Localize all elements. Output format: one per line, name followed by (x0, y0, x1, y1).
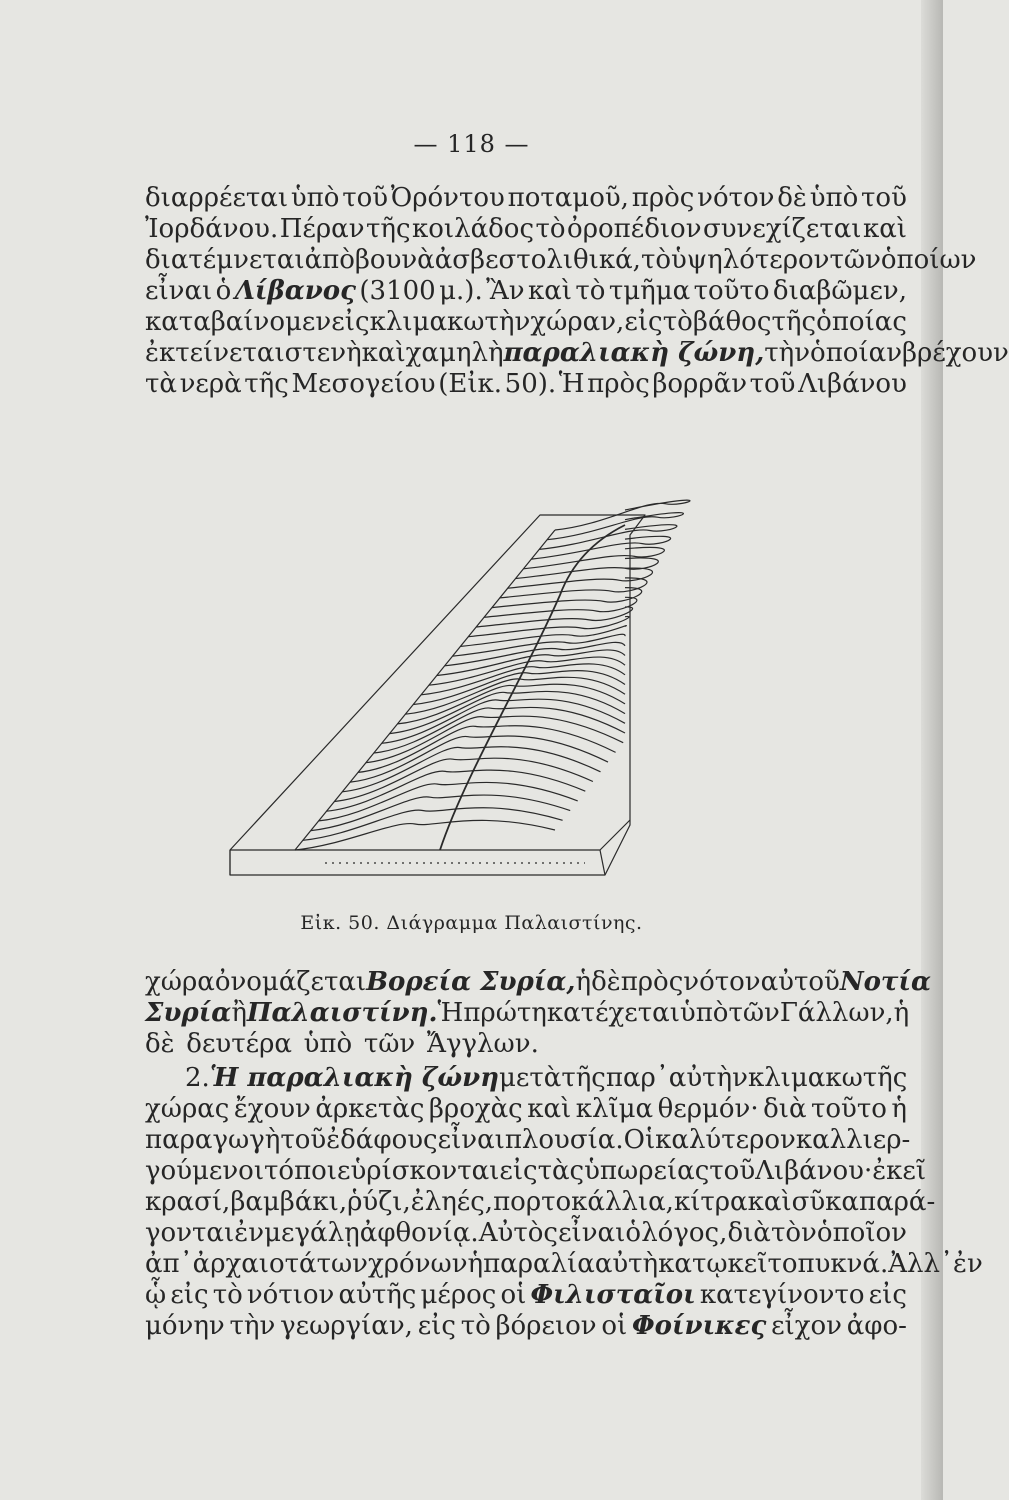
word: Φιλισταῖοι (530, 1280, 696, 1310)
word: ὑπὸ (303, 1029, 353, 1059)
word: παραγωγὴ (145, 1125, 281, 1155)
word: παραλιακὴ ζώνη, (503, 338, 765, 368)
word: τοῦτο (693, 276, 770, 306)
word: καὶ (862, 214, 907, 244)
word: τῶν (728, 998, 780, 1028)
text-line (145, 1311, 907, 1342)
word: τὰς (537, 1156, 585, 1186)
word: τὸν (770, 1218, 817, 1248)
text-line (145, 369, 907, 400)
word: δὲ (591, 967, 621, 997)
word: ἡ (893, 998, 910, 1028)
text-line (145, 276, 907, 307)
word: εὑρίσκονται (337, 1156, 500, 1186)
word: αὐτὴν (668, 1063, 748, 1093)
text-line (145, 1280, 907, 1311)
word: παρ᾽ (605, 1063, 669, 1093)
word: ὁποίαν (810, 338, 902, 368)
word: ὑπὸ (679, 998, 729, 1028)
word: αὐτοῦ (760, 967, 840, 997)
word: (Εἰκ. (438, 369, 503, 399)
text-line (145, 1249, 983, 1280)
paragraph-section-2 (145, 1063, 983, 1342)
word: κατεγίνοντο (699, 1280, 865, 1310)
word: τμῆμα (608, 276, 691, 306)
word: ὑπὸ (290, 183, 340, 213)
word: εἰς (417, 1311, 456, 1341)
text-line (145, 1187, 936, 1218)
word: τὴν (764, 338, 811, 368)
word: χώρας (145, 1094, 230, 1124)
word: ὁποίων (880, 245, 977, 275)
word: τὸ (575, 276, 606, 306)
word: ὁ (215, 276, 232, 306)
word: μ.). (439, 276, 483, 306)
word: ἐν (234, 1218, 265, 1248)
word: χώρα (145, 967, 215, 997)
word: ἐκεῖ (872, 1156, 927, 1186)
word: ὀνομάζεται (214, 967, 367, 997)
word: νότιον (246, 1280, 335, 1310)
word: εἶναι (558, 1218, 626, 1248)
word: γούμενοι (145, 1156, 265, 1186)
word: τοῦ (749, 369, 796, 399)
word: Ἄγγλων. (426, 1029, 539, 1059)
word: 2. (185, 1063, 210, 1093)
word: κλῖμα (575, 1094, 654, 1124)
text-line (145, 307, 907, 338)
word: (3100 (359, 276, 436, 306)
word: Ἀλλ᾽ (888, 1249, 953, 1279)
word: παραλία (483, 1249, 595, 1279)
word: εἰς (624, 307, 663, 337)
text-line (145, 245, 977, 276)
word: θερμόν· (657, 1094, 759, 1124)
word: τοῦ (280, 1125, 327, 1155)
word: τοῦ (709, 1156, 756, 1186)
word: αὐτῆς (338, 1280, 417, 1310)
word: ποταμοῦ, (507, 183, 629, 213)
word: βάθος (692, 307, 772, 337)
word: ὑψηλότερον (670, 245, 830, 275)
word: νερὰ (179, 369, 242, 399)
text-line (145, 183, 907, 214)
word: δὲ (777, 183, 807, 213)
word: βροχὰς (428, 1094, 523, 1124)
word: ἡ (891, 1094, 907, 1124)
word: τὸ (662, 307, 693, 337)
word: χρόνων (368, 1249, 468, 1279)
text-line (145, 1063, 907, 1094)
word: τὸ (212, 1280, 243, 1310)
word: κίτρα (673, 1187, 748, 1217)
text-line (145, 338, 1009, 369)
relief-lines (230, 500, 690, 875)
word: ὁποῖον (816, 1218, 907, 1248)
text-line (145, 1029, 907, 1060)
word: Συρία (145, 998, 232, 1028)
word: καὶ (747, 1187, 792, 1217)
word: τῆς (561, 1063, 606, 1093)
word: τὰ (145, 369, 177, 399)
word: γεωργίαν, (280, 1311, 413, 1341)
word: ῥύζι, (347, 1187, 411, 1217)
word: καταβαίνομεν (145, 307, 332, 337)
word: γονται (145, 1218, 235, 1248)
text-line (145, 214, 907, 245)
text-line (145, 1156, 927, 1187)
word: τοῦ (861, 183, 907, 213)
text-line (145, 1218, 907, 1249)
word: ἐδάφους (326, 1125, 438, 1155)
figure-caption: Εἰκ. 50. Διάγραμμα Παλαιστίνης. (300, 912, 643, 934)
word: βουνὰ (354, 245, 435, 275)
word: πρὸς (620, 967, 684, 997)
text-line (145, 998, 910, 1029)
word: Γάλλων, (779, 998, 894, 1028)
word: ἀπ᾽ (145, 1249, 193, 1279)
word: Παλαιστίνη. (246, 998, 438, 1028)
word: καὶ (527, 276, 572, 306)
word: νότον (697, 183, 775, 213)
word: πρὸς (587, 369, 650, 399)
word: οἱ (500, 1280, 527, 1310)
word: 50). (504, 369, 557, 399)
word: τὴν (229, 1311, 276, 1341)
word: εἰς (331, 307, 370, 337)
word: κλιμακωτῆς (747, 1063, 908, 1093)
word: Ἡ παραλιακὴ ζώνη (209, 1063, 500, 1093)
word: ὑπωρείας (584, 1156, 710, 1186)
word: μετὰ (499, 1063, 562, 1093)
word: ὁποίας (816, 307, 907, 337)
word: μεγάλῃ (264, 1218, 360, 1248)
word: ἡ (575, 967, 592, 997)
word: ἀσβεστολιθικά, (434, 245, 641, 275)
word: τὸ (535, 214, 566, 244)
word: παρά- (859, 1187, 936, 1217)
word: αὐτὴ (594, 1249, 659, 1279)
word: Πέραν (279, 214, 365, 244)
word: Λιβάνου· (755, 1156, 873, 1186)
word: λόγος, (641, 1218, 728, 1248)
word: τῆς (244, 369, 289, 399)
word: μόνην (145, 1311, 225, 1341)
word: εἰς (868, 1280, 907, 1310)
word: τὸ (640, 245, 671, 275)
word: δὲ (145, 1029, 175, 1059)
word: διὰ (727, 1218, 771, 1248)
word: Ἡ (558, 369, 585, 399)
word: Βορεία Συρία, (366, 967, 576, 997)
word: καλύτερον (655, 1125, 796, 1155)
word: πρὸς (631, 183, 695, 213)
word: βορρᾶν (652, 369, 747, 399)
word: ἀφθονίᾳ. (359, 1218, 479, 1248)
word: ὀροπέδιον (567, 214, 702, 244)
word: ἀρκετὰς (315, 1094, 425, 1124)
word: τὸ (460, 1311, 491, 1341)
word: κατέχεται (546, 998, 680, 1028)
word: βόρειον (495, 1311, 597, 1341)
text-line (145, 1125, 911, 1156)
word: Ἰορδάνου. (145, 214, 279, 244)
text-line (145, 967, 932, 998)
word: εἶχον (771, 1311, 842, 1341)
word: εἰς (170, 1280, 209, 1310)
word: εἶναι (437, 1125, 505, 1155)
word: ἐν (953, 1249, 983, 1279)
word: ἔχουν (233, 1094, 311, 1124)
palestine-relief-diagram (225, 475, 645, 905)
word: τῶν (363, 1029, 416, 1059)
word: διαρρέεται (145, 183, 289, 213)
word: ἀπὸ (304, 245, 355, 275)
word: Οἱ (623, 1125, 656, 1155)
word: τοῦ (342, 183, 389, 213)
paragraph-top (145, 183, 1009, 400)
word: καὶ (361, 338, 406, 368)
word: εἶναι (145, 276, 213, 306)
word: ᾧ (145, 1280, 167, 1310)
word: Αὐτὸς (478, 1218, 558, 1248)
word: κρασί, (145, 1187, 231, 1217)
word: χώραν, (530, 307, 625, 337)
word: πυκνά. (797, 1249, 889, 1279)
word: σῦκα (791, 1187, 859, 1217)
word: ἀφο- (846, 1311, 907, 1341)
word: πορτοκάλλια, (493, 1187, 674, 1217)
word: ἐκτείνεται (145, 338, 285, 368)
word: Φοίνικες (631, 1311, 767, 1341)
word: δευτέρα (186, 1029, 292, 1059)
word: ἢ (231, 998, 247, 1028)
word: ὁ (625, 1218, 642, 1248)
word: τῶν (829, 245, 881, 275)
word: κλιμακωτὴν (369, 307, 531, 337)
word: οἱ (601, 1311, 628, 1341)
word: Ὀρόντου (390, 183, 505, 213)
word: Ἡ (437, 998, 464, 1028)
word: ἀρχαιοτάτων (192, 1249, 368, 1279)
word: Ἂν (486, 276, 525, 306)
word: διὰ (763, 1094, 807, 1124)
word: βρέχουν (902, 338, 1009, 368)
word: Λίβανος (234, 276, 356, 306)
word: τῆς (366, 214, 411, 244)
word: πλουσία. (504, 1125, 624, 1155)
word: ὑπὸ (809, 183, 859, 213)
word: εἰς (499, 1156, 538, 1186)
word: Μεσογείου (291, 369, 436, 399)
word: τῆς (771, 307, 817, 337)
word: Λιβάνου (798, 369, 907, 399)
word: τοῦτο (811, 1094, 887, 1124)
page-number: — 118 — (413, 130, 530, 158)
word: κατῳκεῖτο (658, 1249, 798, 1279)
word: κοιλάδος (412, 214, 535, 244)
word: ἡ (467, 1249, 484, 1279)
word: βαμβάκι, (230, 1187, 348, 1217)
word: στενὴ (284, 338, 362, 368)
word: συνεχίζεται (703, 214, 862, 244)
word: χαμηλὴ (405, 338, 504, 368)
word: τόποι (264, 1156, 338, 1186)
word: καλλιερ- (795, 1125, 911, 1155)
word: Νοτία (839, 967, 932, 997)
word: καὶ (527, 1094, 572, 1124)
word: διαβῶμεν, (772, 276, 907, 306)
word: μέρος (420, 1280, 497, 1310)
word: διατέμνεται (145, 245, 305, 275)
paragraph-bottom (145, 967, 932, 1060)
text-line (145, 1094, 907, 1125)
word: πρώτη (463, 998, 547, 1028)
word: ἐληές, (410, 1187, 494, 1217)
word: νότον (683, 967, 761, 997)
